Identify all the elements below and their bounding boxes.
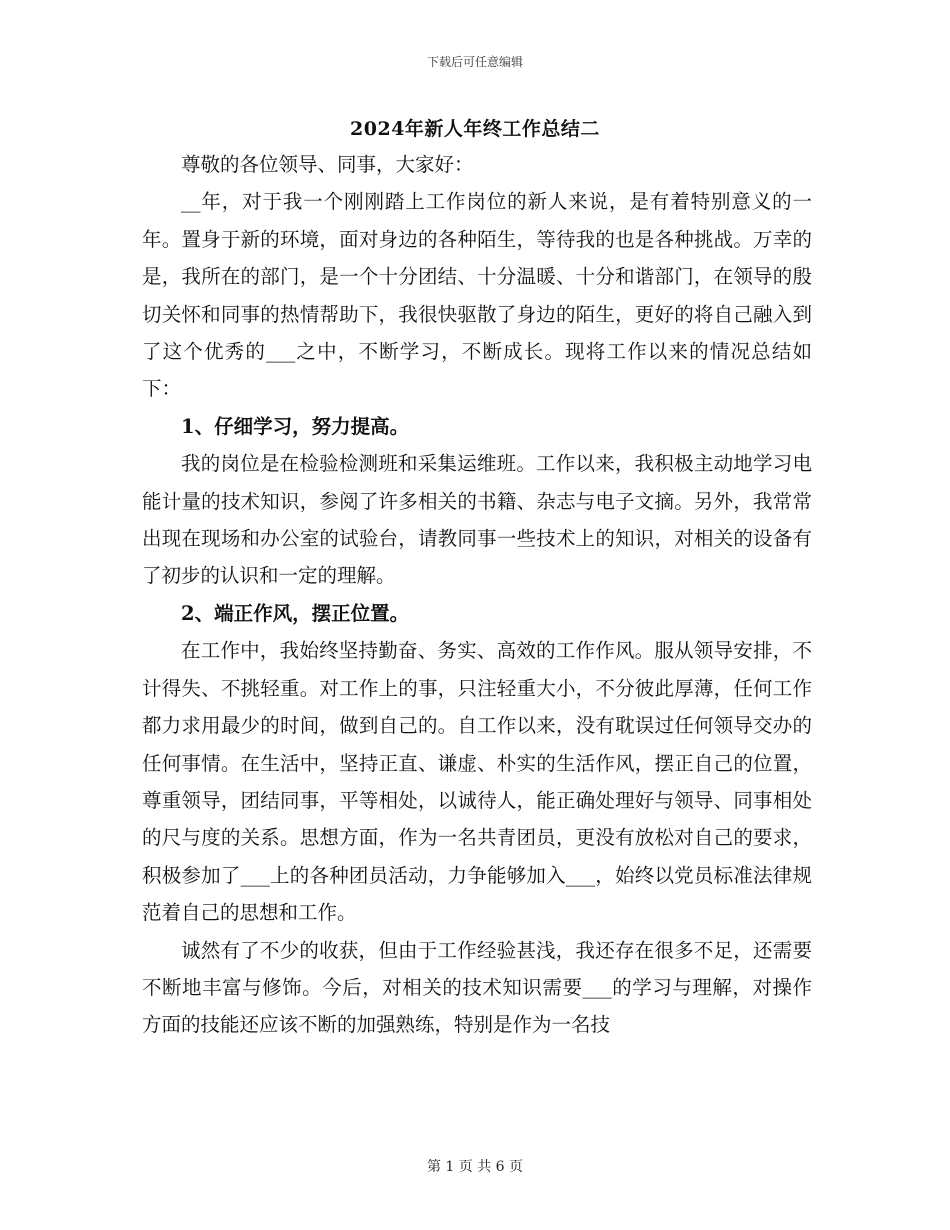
- greeting-paragraph: 尊敬的各位领导、同事，大家好：: [181, 153, 474, 176]
- section-heading-attitude: 2、端正作风，摆正位置。: [181, 601, 410, 625]
- attitude-paragraph: 在工作中，我始终坚持勤奋、务实、高效的工作作风。服从领导安排，不计得失、不挑轻重。对工作上的事，只注轻重大小，不分彼此厚薄，任何工作都力求用最少的时间，做到自己的。自工作以来，没有耽误过任何领导交办的任何事情。在生活中，坚持正直、谦虚、朴实的生活作风，摆正自己的位置，尊重领导，团结同事，平等相处，以诚待人，能正确处理好与领导、同事相处的尺与度的关系。思想方面，作为一名共青团员，更没有放松对自己的要求，积极参加了___上的各种团员活动，力争能够加入___，始终以党员标准法律规范着自己的思想和工作。: [142, 639, 812, 925]
- study-paragraph: 我的岗位是在检验检测班和采集运维班。工作以来，我积极主动地学习电能计量的技术知识，参阅了许多相关的书籍、杂志与电子文摘。另外，我常常出现在现场和办公室的试验台，请教同事一些技术上的知识，对相关的设备有了初步的认识和一定的理解。: [142, 452, 812, 588]
- page-number-indicator: 第 1 页 共 6 页: [426, 1159, 524, 1175]
- document-body: [142, 146, 812, 1044]
- document-title: 2024年新人年终工作总结二: [350, 118, 600, 140]
- shortcomings-paragraph: 诚然有了不少的收获，但由于工作经验甚浅，我还存在很多不足，还需要不断地丰富与修饰。今后，对相关的技术知识需要___的学习与理解，对操作方面的技能还应该不断的加强熟练，特别是作为一名技: [142, 938, 812, 1037]
- page-header-note: 下载后可任意编辑: [426, 55, 523, 69]
- section-heading-study: 1、仔细学习，努力提高。: [181, 414, 410, 438]
- intro-paragraph: __年，对于我一个刚刚踏上工作岗位的新人来说，是有着特别意义的一年。置身于新的环境，面对身边的各种陌生，等待我的也是各种挑战。万幸的是，我所在的部门，是一个十分团结、十分温暖、十分和谐部门，在领导的殷切关怀和同事的热情帮助下，我很快驱散了身边的陌生，更好的将自己融入到了这个优秀的___之中，不断学习，不断成长。现将工作以来的情况总结如下：: [142, 190, 812, 401]
